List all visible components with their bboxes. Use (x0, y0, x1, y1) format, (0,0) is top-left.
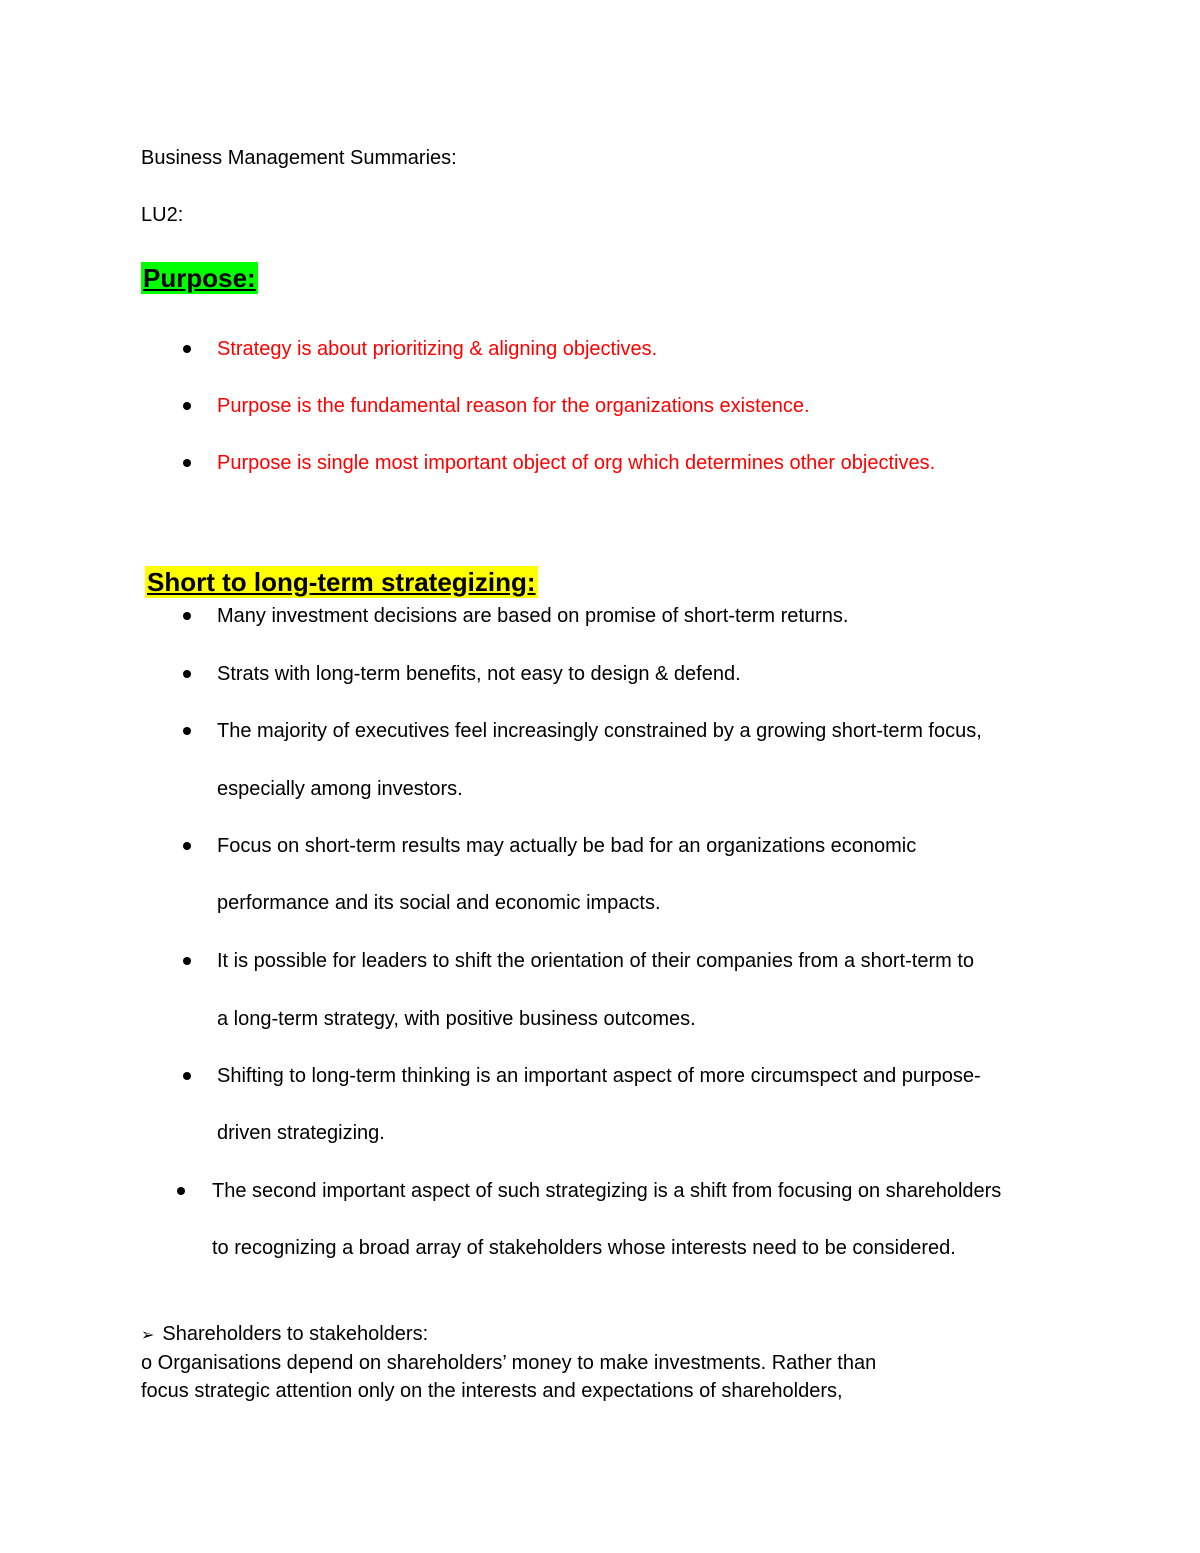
bullet-dot-icon (177, 1187, 185, 1195)
document-title: Business Management Summaries: (141, 147, 457, 169)
arrow-bullet-icon: ➢ (141, 1327, 155, 1344)
bullet-dot-icon (183, 1072, 191, 1080)
list-item-text: It is possible for leaders to shift the orientation of their companies from a short-term to (217, 950, 975, 972)
stakeholders-heading-line (141, 1320, 428, 1350)
bullet-dot-icon (183, 459, 191, 467)
bullet-dot-icon (183, 345, 191, 353)
list-item-text: Strats with long-term benefits, not easy to design & defend. (217, 663, 741, 685)
list-item-continuation: especially among investors. (217, 778, 463, 800)
stakeholders-heading: Shareholders to stakeholders: (162, 1323, 429, 1345)
bullet-dot-icon (183, 727, 191, 735)
list-item-continuation: performance and its social and economic impacts. (217, 892, 661, 914)
list-item-continuation: to recognizing a broad array of stakeholders whose interests need to be considered. (212, 1237, 956, 1259)
short-long-heading: Short to long-term strategizing: (147, 567, 536, 597)
unit-label: LU2: (141, 204, 184, 226)
list-item-continuation: driven strategizing. (217, 1122, 385, 1144)
bullet-dot-icon (183, 612, 191, 620)
list-item-text: The second important aspect of such strategizing is a shift from focusing on shareholders (212, 1180, 1002, 1202)
purpose-heading: Purpose: (143, 263, 256, 293)
bullet-dot-icon (183, 842, 191, 850)
stakeholders-text-line: focus strategic attention only on the interests and expectations of shareholders, (141, 1380, 843, 1402)
list-item-continuation: a long-term strategy, with positive business outcomes. (217, 1008, 696, 1030)
list-item-text: Focus on short-term results may actually be bad for an organizations economic (217, 835, 917, 857)
list-item-text: Purpose is the fundamental reason for the organizations existence. (217, 395, 810, 417)
bullet-dot-icon (183, 670, 191, 678)
bullet-dot-icon (183, 957, 191, 965)
list-item-text: Purpose is single most important object of org which determines other objectives. (217, 452, 936, 474)
stakeholders-text-line: o Organisations depend on shareholders’ money to make investments. Rather than (141, 1352, 877, 1374)
bullet-dot-icon (183, 402, 191, 410)
list-item-text: Strategy is about prioritizing & aligning objectives. (217, 338, 658, 360)
list-item-text: The majority of executives feel increasingly constrained by a growing short-term focus, (217, 720, 982, 742)
list-item-text: Many investment decisions are based on promise of short-term returns. (217, 605, 849, 627)
list-item-text: Shifting to long-term thinking is an important aspect of more circumspect and purpose- (217, 1065, 981, 1087)
